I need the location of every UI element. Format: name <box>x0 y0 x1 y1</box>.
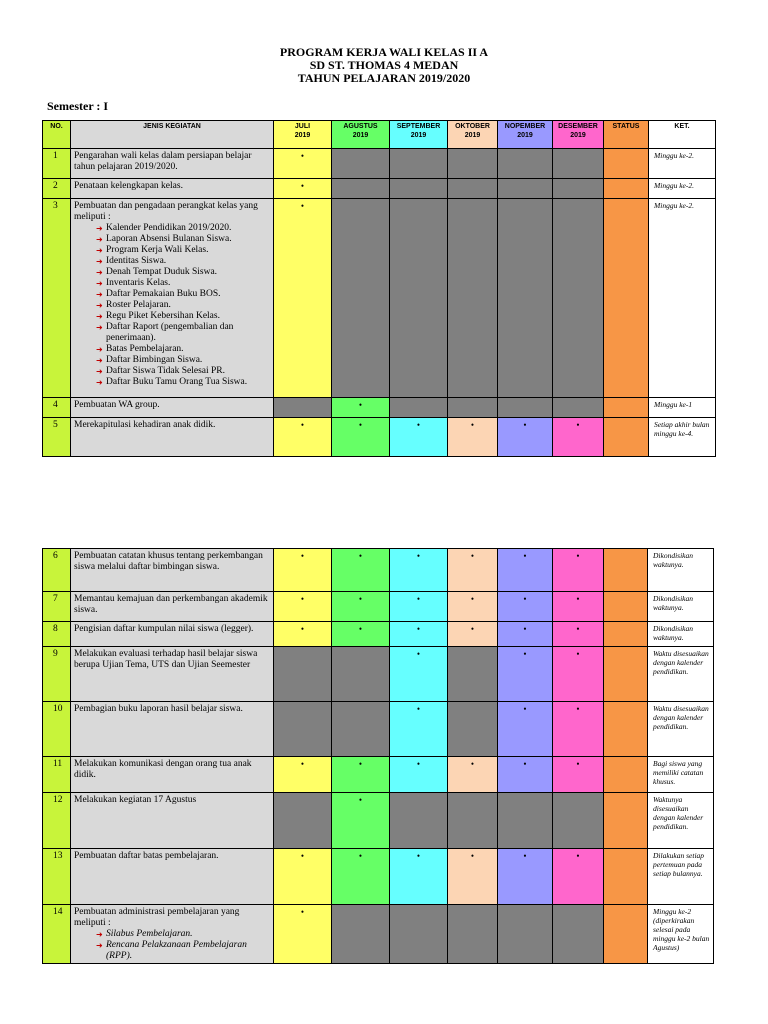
header-month-agustus: AGUSTUS 2019 <box>332 121 390 149</box>
kegiatan-text: Penataan kelengkapan kelas. <box>74 181 183 191</box>
cell-juli <box>274 757 332 793</box>
kegiatan-sub-item <box>96 300 270 311</box>
bullet-mark: • <box>523 420 527 430</box>
cell-oktober <box>448 149 498 179</box>
kegiatan-sub-item <box>96 223 270 234</box>
bullet-mark: • <box>358 795 363 805</box>
kegiatan-sublist <box>74 929 270 962</box>
bullet-mark: • <box>358 594 363 604</box>
cell-nopember <box>498 418 553 457</box>
row-number: 14 <box>43 905 71 964</box>
row-number: 5 <box>43 418 71 457</box>
bullet-mark: • <box>470 759 475 769</box>
table-row <box>43 793 714 849</box>
cell-nopember <box>498 757 553 793</box>
kegiatan-sublist <box>74 223 270 388</box>
arrow-bullet-icon: ➜ <box>96 356 103 365</box>
arrow-bullet-icon: ➜ <box>96 323 103 332</box>
cell-september <box>390 592 448 622</box>
bullet-mark: • <box>300 201 305 211</box>
row-number: 2 <box>43 179 71 199</box>
bullet-mark: • <box>300 624 305 634</box>
cell-juli <box>274 592 332 622</box>
bullet-mark: • <box>300 851 305 861</box>
cell-agustus <box>332 793 390 849</box>
cell-nopember <box>498 793 553 849</box>
arrow-bullet-icon: ➜ <box>96 367 103 376</box>
arrow-bullet-icon: ➜ <box>96 290 103 299</box>
sub-item-text: Laporan Absensi Bulanan Siswa. <box>106 234 232 244</box>
cell-nopember <box>498 849 553 905</box>
cell-ket: Waktunya disesuaikan dengan kalender pendidikan. <box>648 793 714 849</box>
cell-september <box>390 849 448 905</box>
bullet-mark: • <box>416 759 421 769</box>
cell-desember <box>553 905 604 964</box>
bullet-mark: • <box>523 759 527 769</box>
cell-desember <box>553 149 604 179</box>
bullet-mark: • <box>523 624 527 634</box>
bullet-mark: • <box>358 400 363 410</box>
sub-item-text: Silabus Pembelajaran. <box>106 929 193 939</box>
row-kegiatan <box>71 647 274 702</box>
doc-title-line-1: PROGRAM KERJA WALI KELAS II A <box>279 45 489 59</box>
row-kegiatan <box>71 905 274 964</box>
row-kegiatan <box>71 757 274 793</box>
table-row <box>43 199 716 398</box>
cell-nopember <box>498 199 553 398</box>
bullet-mark: • <box>470 624 475 634</box>
row-kegiatan <box>71 702 274 757</box>
bullet-mark: • <box>576 759 580 769</box>
cell-ket: Minggu ke-2. <box>649 179 716 199</box>
bullet-mark: • <box>300 551 305 561</box>
row-number: 4 <box>43 398 71 418</box>
bullet-mark: • <box>416 851 421 861</box>
row-number: 9 <box>43 647 71 702</box>
bullet-mark: • <box>576 594 580 604</box>
cell-status <box>604 702 648 757</box>
cell-status <box>604 793 648 849</box>
cell-ket: Waktu disesuaikan dengan kalender pendidikan. <box>648 647 714 702</box>
row-kegiatan <box>71 849 274 905</box>
cell-nopember <box>498 549 553 592</box>
header-ket: KET. <box>649 121 716 149</box>
row-kegiatan <box>71 179 274 199</box>
bullet-mark: • <box>300 181 305 191</box>
cell-oktober <box>448 905 498 964</box>
sub-item-text: Roster Pelajaran. <box>106 300 171 310</box>
cell-status <box>604 398 649 418</box>
kegiatan-sub-item <box>96 289 270 300</box>
kegiatan-sub-item <box>96 234 270 245</box>
cell-oktober <box>448 647 498 702</box>
cell-agustus <box>332 398 390 418</box>
row-kegiatan <box>71 592 274 622</box>
bullet-mark: • <box>300 759 305 769</box>
kegiatan-sub-item <box>96 355 270 366</box>
cell-status <box>604 592 648 622</box>
cell-nopember <box>498 647 553 702</box>
kegiatan-text: Pengisian daftar kumpulan nilai siswa (legger). <box>74 624 254 634</box>
header-month-september: SEPTEMBER 2019 <box>390 121 448 149</box>
bullet-mark: • <box>300 907 305 917</box>
kegiatan-sub-item <box>96 278 270 289</box>
cell-status <box>604 149 649 179</box>
row-number: 10 <box>43 702 71 757</box>
arrow-bullet-icon: ➜ <box>96 279 103 288</box>
sub-item-text: Rencana Pelakzanaan Pembelajaran (RPP). <box>106 940 247 961</box>
cell-desember <box>553 757 604 793</box>
cell-agustus <box>332 592 390 622</box>
cell-oktober <box>448 179 498 199</box>
sub-item-text: Daftar Pemakaian Buku BOS. <box>106 289 221 299</box>
cell-september <box>390 418 448 457</box>
bullet-mark: • <box>300 151 305 161</box>
cell-september <box>390 647 448 702</box>
table-row <box>43 849 714 905</box>
bullet-mark: • <box>358 851 363 861</box>
cell-status <box>604 418 649 457</box>
table-row <box>43 179 716 199</box>
cell-september <box>390 622 448 647</box>
cell-september <box>390 905 448 964</box>
cell-desember <box>553 398 604 418</box>
cell-agustus <box>332 849 390 905</box>
cell-agustus <box>332 647 390 702</box>
cell-status <box>604 199 649 398</box>
row-kegiatan <box>71 199 274 398</box>
cell-agustus <box>332 702 390 757</box>
bullet-mark: • <box>358 420 363 430</box>
cell-desember <box>553 418 604 457</box>
cell-agustus <box>332 199 390 398</box>
cell-ket: Dikondisikan waktunya. <box>648 549 714 592</box>
arrow-bullet-icon: ➜ <box>96 235 103 244</box>
cell-oktober <box>448 849 498 905</box>
row-number: 11 <box>43 757 71 793</box>
header-kegiatan: JENIS KEGIATAN <box>71 121 274 149</box>
table-row <box>43 149 716 179</box>
cell-september <box>390 398 448 418</box>
sub-item-text: Daftar Raport (pengembalian dan penerimaan). <box>106 322 234 343</box>
cell-status <box>604 179 649 199</box>
cell-nopember <box>498 702 553 757</box>
row-kegiatan <box>71 418 274 457</box>
cell-juli <box>274 647 332 702</box>
bullet-mark: • <box>523 551 527 561</box>
row-number: 8 <box>43 622 71 647</box>
kegiatan-text: Melakukan komunikasi dengan orang tua anak didik. <box>74 759 252 780</box>
sub-item-text: Program Kerja Wali Kelas. <box>106 245 209 255</box>
cell-desember <box>553 702 604 757</box>
kegiatan-sub-item <box>96 940 270 962</box>
bullet-mark: • <box>470 851 475 861</box>
arrow-bullet-icon: ➜ <box>96 930 103 939</box>
cell-ket: Minggu ke-2 (diperkirakan selesai pada minggu ke-2 bulan Agustus) <box>648 905 714 964</box>
table-header-row <box>43 121 716 149</box>
bullet-mark: • <box>358 759 363 769</box>
bullet-mark: • <box>300 594 305 604</box>
cell-juli <box>274 622 332 647</box>
row-kegiatan <box>71 149 274 179</box>
cell-ket: Bagi siswa yang memiliki catatan khusus. <box>648 757 714 793</box>
kegiatan-text: Pengarahan wali kelas dalam persiapan belajar tahun pelajaran 2019/2020. <box>74 151 252 172</box>
header-month-juli: JULI 2019 <box>274 121 332 149</box>
cell-status <box>604 549 648 592</box>
bullet-mark: • <box>523 704 527 714</box>
bullet-mark: • <box>523 649 527 659</box>
row-number: 7 <box>43 592 71 622</box>
table-row <box>43 592 714 622</box>
row-kegiatan <box>71 622 274 647</box>
sub-item-text: Identitas Siswa. <box>106 256 167 266</box>
bullet-mark: • <box>358 551 363 561</box>
cell-september <box>390 793 448 849</box>
cell-agustus <box>332 149 390 179</box>
bullet-mark: • <box>576 851 580 861</box>
table-row <box>43 622 714 647</box>
cell-agustus <box>332 905 390 964</box>
cell-oktober <box>448 549 498 592</box>
cell-ket: Dikondisikan waktunya. <box>648 592 714 622</box>
kegiatan-text: Pembuatan dan pengadaan perangkat kelas yang meliputi : <box>74 201 258 222</box>
kegiatan-text: Pembuatan administrasi pembelajaran yang meliputi : <box>74 907 240 928</box>
cell-desember <box>553 793 604 849</box>
cell-juli <box>274 905 332 964</box>
cell-ket: Minggu ke-2. <box>649 199 716 398</box>
kegiatan-text: Memantau kemajuan dan perkembangan akademik siswa. <box>74 594 268 615</box>
cell-juli <box>274 398 332 418</box>
cell-oktober <box>448 622 498 647</box>
row-kegiatan <box>71 549 274 592</box>
kegiatan-sub-item <box>96 929 270 940</box>
row-kegiatan <box>71 398 274 418</box>
bullet-mark: • <box>576 420 580 430</box>
arrow-bullet-icon: ➜ <box>96 257 103 266</box>
cell-juli <box>274 179 332 199</box>
doc-title-line-3: TAHUN PELAJARAN 2019/2020 <box>297 71 471 85</box>
kegiatan-text: Pembuatan daftar batas pembelajaran. <box>74 851 219 861</box>
kegiatan-text: Melakukan evaluasi terhadap hasil belajar siswa berupa Ujian Tema, UTS dan Ujian Seemester <box>74 649 258 670</box>
cell-desember <box>553 849 604 905</box>
kegiatan-sub-item <box>96 256 270 267</box>
cell-desember <box>553 549 604 592</box>
arrow-bullet-icon: ➜ <box>96 345 103 354</box>
bullet-mark: • <box>416 624 421 634</box>
cell-september <box>390 757 448 793</box>
kegiatan-sub-item <box>96 267 270 278</box>
cell-september <box>390 149 448 179</box>
row-number: 3 <box>43 199 71 398</box>
sub-item-text: Inventaris Kelas. <box>106 278 171 288</box>
bullet-mark: • <box>576 624 580 634</box>
cell-oktober <box>448 793 498 849</box>
bullet-mark: • <box>523 594 527 604</box>
table-row <box>43 647 714 702</box>
cell-juli <box>274 793 332 849</box>
cell-ket: Minggu ke-2. <box>649 149 716 179</box>
cell-oktober <box>448 398 498 418</box>
kegiatan-text: Pembuatan catatan khusus tentang perkembangan siswa melalui daftar bimbingan siswa. <box>74 551 263 572</box>
doc-title-line-2: SD ST. THOMAS 4 MEDAN <box>309 58 459 72</box>
header-month-oktober: OKTOBER 2019 <box>448 121 498 149</box>
cell-oktober <box>448 592 498 622</box>
cell-desember <box>553 622 604 647</box>
arrow-bullet-icon: ➜ <box>96 301 103 310</box>
cell-status <box>604 757 648 793</box>
kegiatan-sub-item <box>96 377 270 388</box>
cell-september <box>390 179 448 199</box>
row-number: 1 <box>43 149 71 179</box>
cell-juli <box>274 418 332 457</box>
kegiatan-text: Pembagian buku laporan hasil belajar siswa. <box>74 704 243 714</box>
table-row <box>43 549 714 592</box>
bullet-mark: • <box>416 594 421 604</box>
cell-ket: Setiap akhir bulan minggu ke-4. <box>649 418 716 457</box>
bullet-mark: • <box>576 551 580 561</box>
bullet-mark: • <box>470 594 475 604</box>
cell-juli <box>274 149 332 179</box>
sub-item-text: Daftar Siswa Tidak Selesai PR. <box>106 366 226 376</box>
kegiatan-sub-item <box>96 366 270 377</box>
sub-item-text: Daftar Buku Tamu Orang Tua Siswa. <box>106 377 248 387</box>
cell-oktober <box>448 702 498 757</box>
cell-nopember <box>498 179 553 199</box>
cell-desember <box>553 592 604 622</box>
row-number: 13 <box>43 849 71 905</box>
cell-nopember <box>498 149 553 179</box>
arrow-bullet-icon: ➜ <box>96 312 103 321</box>
bullet-mark: • <box>358 624 363 634</box>
cell-juli <box>274 702 332 757</box>
cell-september <box>390 199 448 398</box>
kegiatan-text: Pembuatan WA group. <box>74 400 160 410</box>
row-number: 12 <box>43 793 71 849</box>
cell-agustus <box>332 622 390 647</box>
bullet-mark: • <box>576 649 580 659</box>
bullet-mark: • <box>470 420 475 430</box>
kegiatan-sub-item <box>96 344 270 355</box>
cell-nopember <box>498 398 553 418</box>
kegiatan-sub-item <box>96 311 270 322</box>
arrow-bullet-icon: ➜ <box>96 378 103 387</box>
sub-item-text: Denah Tempat Duduk Siswa. <box>106 267 218 277</box>
program-table-part-2 <box>42 548 714 964</box>
bullet-mark: • <box>416 420 421 430</box>
sub-item-text: Batas Pembelajaran. <box>106 344 184 354</box>
bullet-mark: • <box>416 551 421 561</box>
cell-status <box>604 647 648 702</box>
cell-oktober <box>448 418 498 457</box>
cell-ket: Minggu ke-1 <box>649 398 716 418</box>
cell-agustus <box>332 549 390 592</box>
cell-desember <box>553 647 604 702</box>
kegiatan-text: Merekapitulasi kehadiran anak didik. <box>74 420 216 430</box>
arrow-bullet-icon: ➜ <box>96 941 103 950</box>
bullet-mark: • <box>416 704 421 714</box>
cell-juli <box>274 549 332 592</box>
row-number: 6 <box>43 549 71 592</box>
cell-ket: Waktu disesuaikan dengan kalender pendidikan. <box>648 702 714 757</box>
kegiatan-sub-item <box>96 322 270 344</box>
table-row <box>43 757 714 793</box>
bullet-mark: • <box>300 420 305 430</box>
bullet-mark: • <box>576 704 580 714</box>
kegiatan-sub-item <box>96 245 270 256</box>
cell-ket: Dilakukan setiap pertemuan pada setiap bulannya. <box>648 849 714 905</box>
row-kegiatan <box>71 793 274 849</box>
cell-status <box>604 849 648 905</box>
bullet-mark: • <box>470 551 475 561</box>
table-row <box>43 398 716 418</box>
cell-nopember <box>498 905 553 964</box>
table-row <box>43 702 714 757</box>
sub-item-text: Kalender Pendidikan 2019/2020. <box>106 223 232 233</box>
cell-oktober <box>448 757 498 793</box>
arrow-bullet-icon: ➜ <box>96 224 103 233</box>
arrow-bullet-icon: ➜ <box>96 268 103 277</box>
cell-september <box>390 702 448 757</box>
table-row <box>43 905 714 964</box>
cell-agustus <box>332 418 390 457</box>
program-table-part-1 <box>42 120 716 457</box>
header-month-nopember: NOPEMBER 2019 <box>498 121 553 149</box>
header-no: NO. <box>43 121 71 149</box>
sub-item-text: Daftar Bimbingan Siswa. <box>106 355 203 365</box>
arrow-bullet-icon: ➜ <box>96 246 103 255</box>
cell-september <box>390 549 448 592</box>
sub-item-text: Regu Piket Kebersihan Kelas. <box>106 311 220 321</box>
bullet-mark: • <box>416 649 421 659</box>
cell-juli <box>274 849 332 905</box>
cell-juli <box>274 199 332 398</box>
cell-agustus <box>332 179 390 199</box>
cell-oktober <box>448 199 498 398</box>
header-status: STATUS <box>604 121 649 149</box>
table-row <box>43 418 716 457</box>
cell-nopember <box>498 592 553 622</box>
semester-label: Semester : I <box>47 99 109 113</box>
cell-agustus <box>332 757 390 793</box>
kegiatan-text: Melakukan kegiatan 17 Agustus <box>74 795 197 805</box>
cell-ket: Dikondisikan waktunya. <box>648 622 714 647</box>
header-month-desember: DESEMBER 2019 <box>553 121 604 149</box>
cell-status <box>604 905 648 964</box>
bullet-mark: • <box>523 851 527 861</box>
cell-status <box>604 622 648 647</box>
cell-nopember <box>498 622 553 647</box>
cell-desember <box>553 179 604 199</box>
cell-desember <box>553 199 604 398</box>
